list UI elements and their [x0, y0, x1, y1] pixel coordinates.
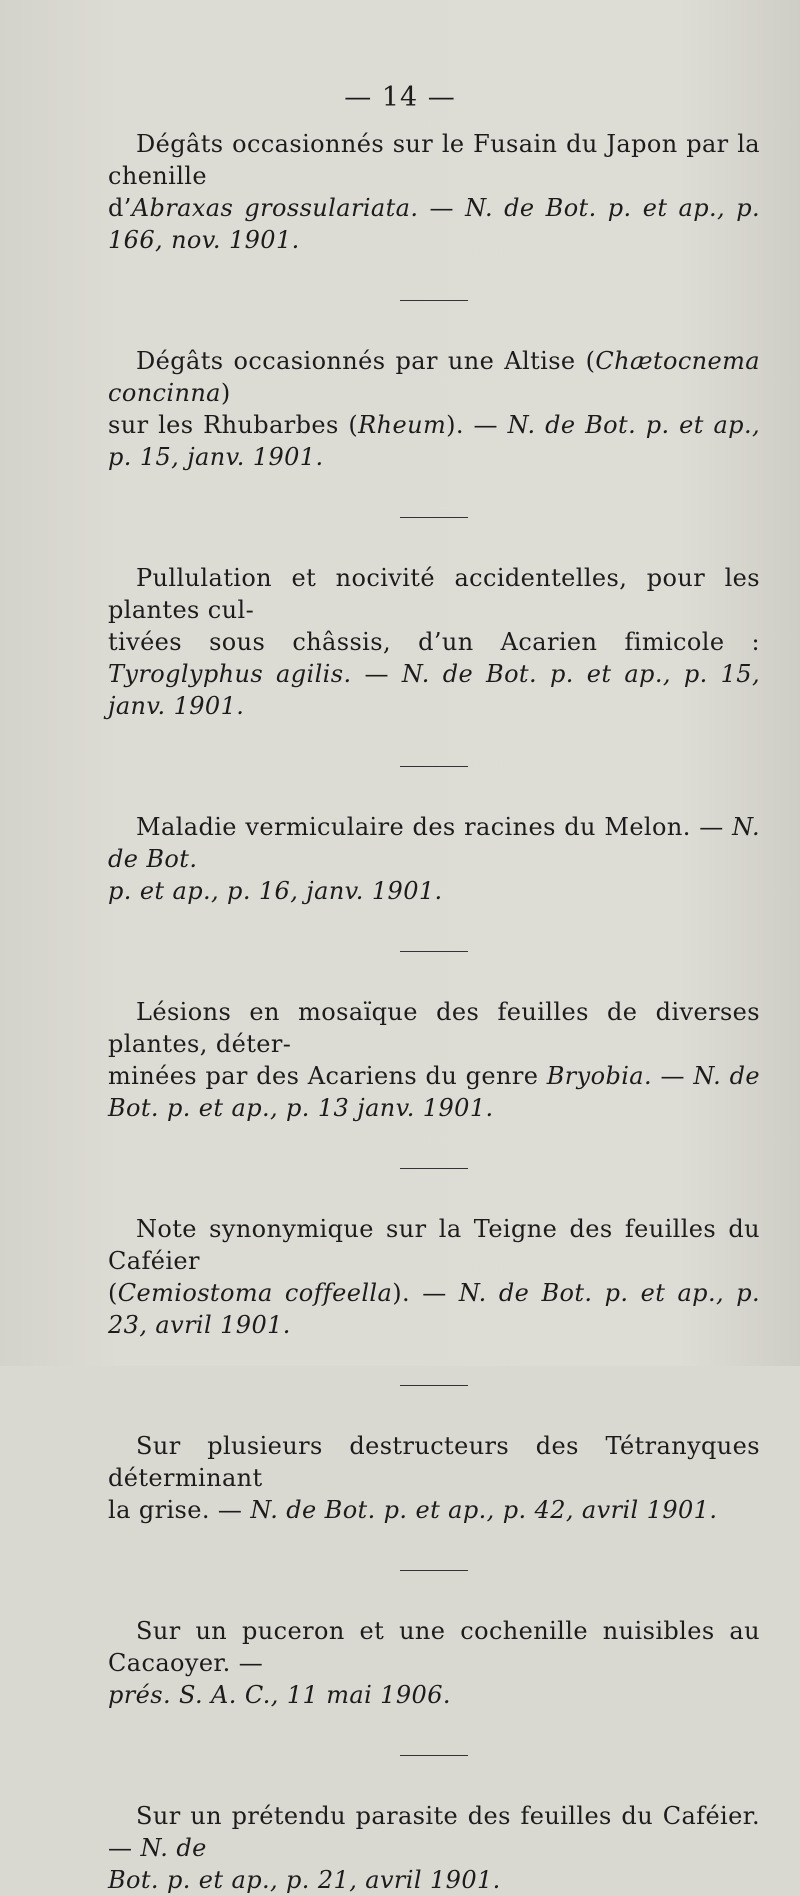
entry-species: Bryobia.	[546, 1062, 653, 1090]
entry-text: sur les Rhubarbes (	[108, 411, 359, 439]
entry-title: Pullulation et nocivité accidentelles, pour les plantes cul-	[108, 564, 760, 624]
entry-citation: N. de Bot. p. et ap., p. 15, janv. 1901.	[108, 660, 760, 720]
entry-title: Dégâts occasionnés sur le Fusain du Japon par la chenille	[108, 130, 760, 190]
bibliography-entry	[108, 345, 760, 473]
entry-text: minées par des Acariens du genre	[108, 1062, 547, 1090]
entry-citation: N. de Bot. p. et ap., p. 42, avril 1901.	[250, 1496, 718, 1524]
bibliography-entry	[108, 128, 760, 256]
bibliography-entry	[108, 562, 760, 722]
page-number: — 14 —	[344, 82, 456, 113]
entry-text: —	[351, 660, 402, 688]
entry-title: Lésions en mosaïque des feuilles de diverses plantes, déter-	[108, 998, 760, 1058]
separator-line	[400, 766, 468, 767]
entry-title: Sur un puceron et une cochenille nuisibles au Cacaoyer. —	[108, 1617, 760, 1677]
bibliography-entry	[108, 1430, 760, 1526]
separator-line	[400, 951, 468, 952]
entry-citation: N. de Bot. p. et ap., p. 166, nov. 1901.	[108, 194, 761, 254]
separator-line	[400, 1755, 468, 1756]
entry-title: Maladie vermiculaire des racines du Melon. —	[136, 813, 733, 841]
bibliography-list	[108, 128, 760, 1896]
entry-text: (	[108, 1279, 118, 1307]
entry-citation: N. de	[140, 1834, 207, 1862]
separator-line	[400, 517, 468, 518]
entry-text: ). —	[446, 411, 508, 439]
entry-title: Sur plusieurs destructeurs des Tétranyques déterminant	[108, 1432, 760, 1492]
entry-text: tivées sous châssis, d’un Acarien fimicole :	[108, 628, 760, 656]
separator-line	[400, 300, 468, 301]
entry-species: Rheum	[358, 411, 447, 439]
bibliography-entry	[108, 1800, 760, 1896]
entry-text: —	[418, 194, 466, 222]
entry-citation: N. de Bot. p. et ap., p. 15, janv. 1901.	[108, 411, 760, 471]
entry-title: Sur un prétendu parasite des feuilles du Caféier. —	[108, 1802, 760, 1862]
entry-species: Abraxas grossulariata.	[131, 194, 419, 222]
entry-text: d’	[108, 194, 132, 222]
separator-line	[400, 1570, 468, 1571]
entry-citation: p. et ap., p. 16, janv. 1901.	[108, 877, 443, 905]
entry-text: —	[652, 1062, 694, 1090]
entry-citation: Bot. p. et ap., p. 21, avril 1901.	[108, 1866, 501, 1894]
bibliography-entry	[108, 1213, 760, 1341]
entry-text: la grise. —	[108, 1496, 251, 1524]
entry-species: Chætocnema concinna	[108, 347, 760, 407]
entry-text: ). —	[392, 1279, 459, 1307]
separator-line	[400, 1385, 468, 1386]
entry-text: )	[220, 379, 231, 407]
separator-line	[400, 1168, 468, 1169]
bibliography-entry	[108, 1615, 760, 1711]
entry-title: Note synonymique sur la Teigne des feuilles du Caféier	[108, 1215, 760, 1275]
bibliography-entry	[108, 996, 760, 1124]
entry-species: Cemiostoma coffeella	[117, 1279, 393, 1307]
entry-species: Tyroglyphus agilis.	[108, 660, 352, 688]
entry-citation: N. de Bot. p. et ap., p. 13 janv. 1901.	[108, 1062, 761, 1122]
bibliography-entry	[108, 811, 760, 907]
entry-citation: N. de Bot.	[108, 813, 760, 873]
entry-citation: prés. S. A. C., 11 mai 1906.	[108, 1681, 451, 1709]
entry-citation: N. de Bot. p. et ap., p. 23, avril 1901.	[108, 1279, 760, 1339]
entry-title: Dégâts occasionnés par une Altise (	[136, 347, 596, 375]
